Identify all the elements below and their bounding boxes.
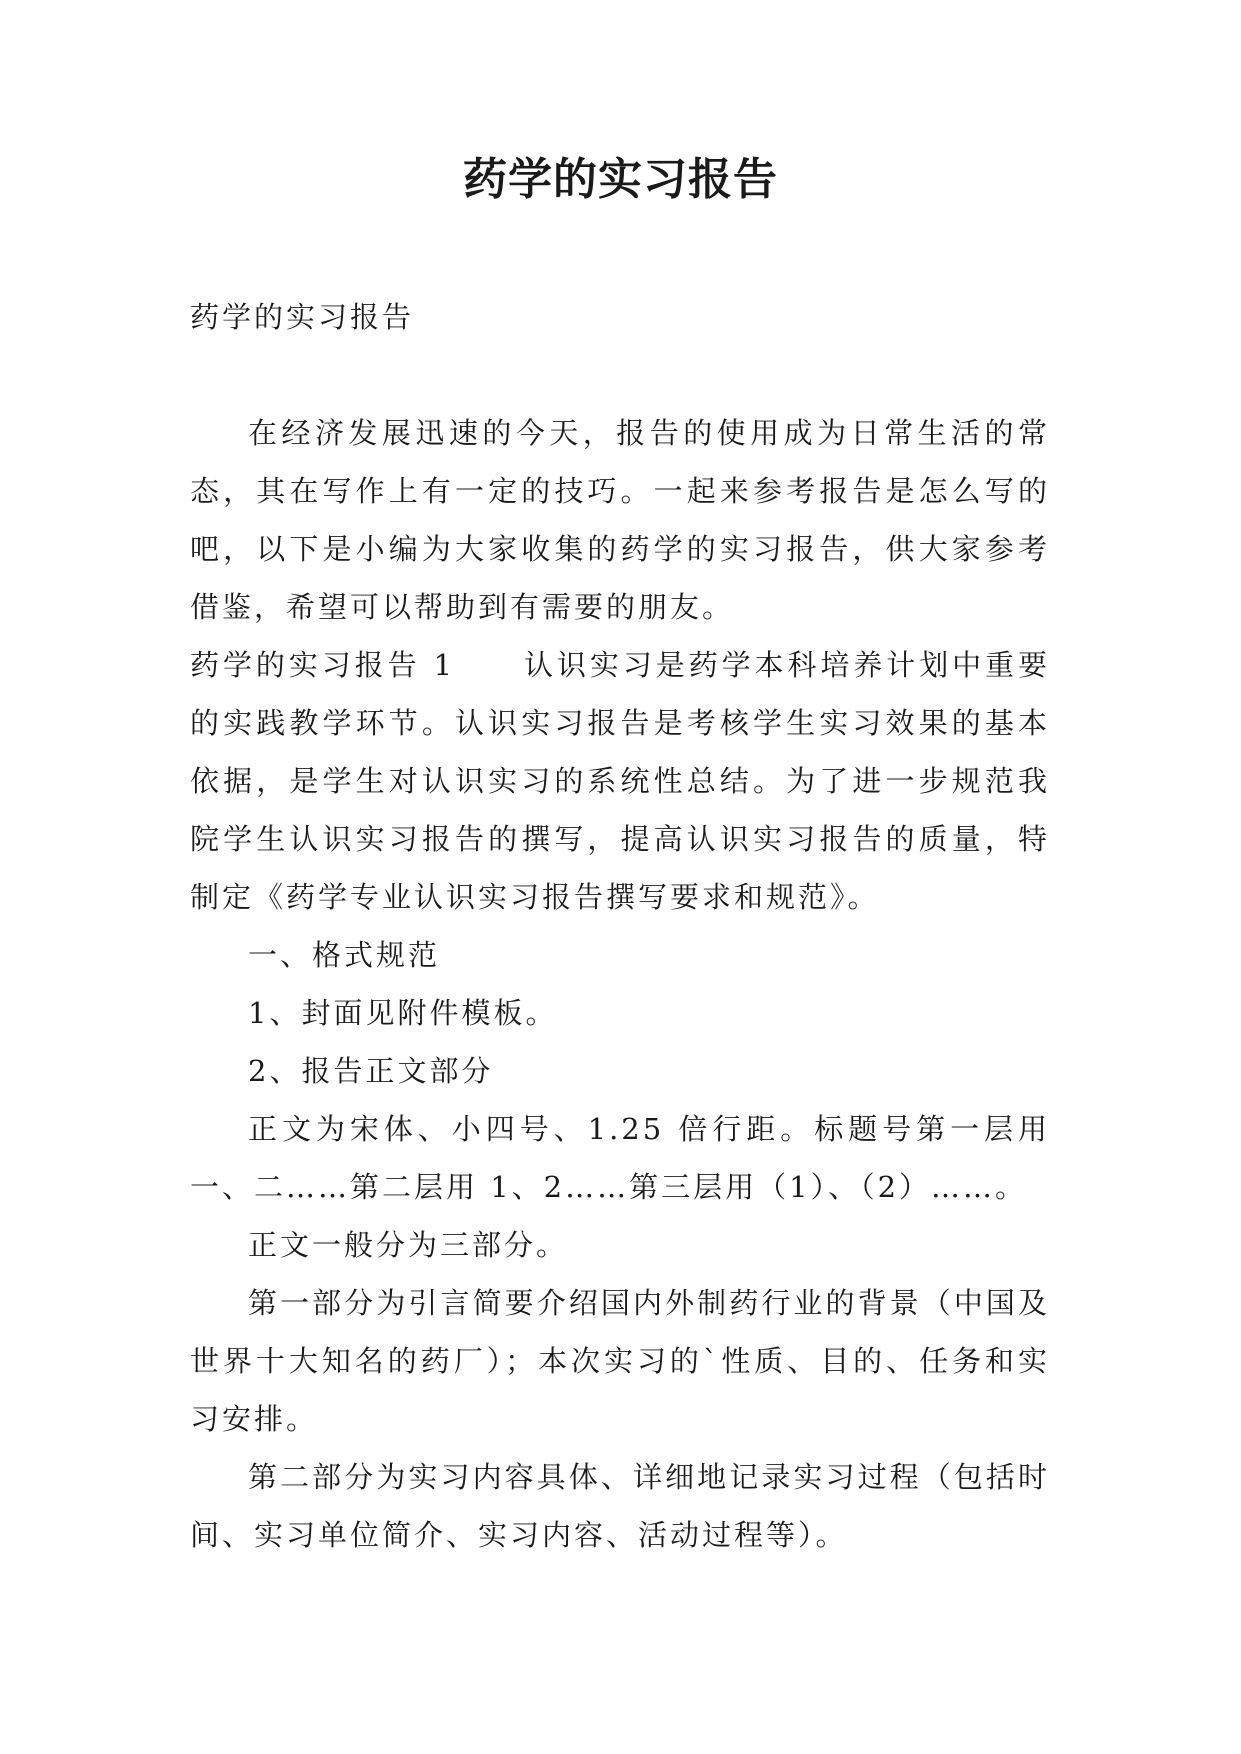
- document-body: [190, 288, 1050, 1564]
- section1-text: 认识实习是药学本科培养计划中重要的实践教学环节。认识实习报告是考核学生实习效果的基本依据，是学生对认识实习的系统性总结。为了进一步规范我院学生认识实习报告的撰写，提高认识实习报告的质量，特制定《药学专业认识实习报告撰写要求和规范》。: [190, 648, 1050, 914]
- document-subtitle: 药学的实习报告: [190, 300, 415, 334]
- cover-item: 1、封面见附件模板。: [248, 996, 558, 1030]
- three-parts-paragraph: 正文一般分为三部分。: [248, 1228, 569, 1262]
- section1-paragraph: [190, 636, 1050, 926]
- part-two-paragraph: 第二部分为实习内容具体、详细地记录实习过程（包括时间、实习单位简介、实习内容、活动过程等）。: [190, 1460, 1050, 1552]
- part-one-paragraph: 第一部分为引言简要介绍国内外制药行业的背景（中国及世界十大知名的药厂）；本次实习的`性质、目的、任务和实习安排。: [190, 1286, 1050, 1436]
- format-heading: 一、格式规范: [248, 938, 441, 972]
- section1-heading: 药学的实习报告 1: [190, 648, 456, 682]
- font-spec-paragraph: 正文为宋体、小四号、1.25 倍行距。标题号第一层用一、二……第二层用 1、2……第三层用（1）、（2）……。: [190, 1112, 1050, 1204]
- body-item: 2、报告正文部分: [248, 1054, 494, 1088]
- intro-paragraph: 在经济发展迅速的今天，报告的使用成为日常生活的常态，其在写作上有一定的技巧。一起来参考报告是怎么写的吧，以下是小编为大家收集的药学的实习报告，供大家参考借鉴，希望可以帮助到有需要的朋友。: [190, 416, 1050, 624]
- document-title: 药学的实习报告: [463, 154, 778, 205]
